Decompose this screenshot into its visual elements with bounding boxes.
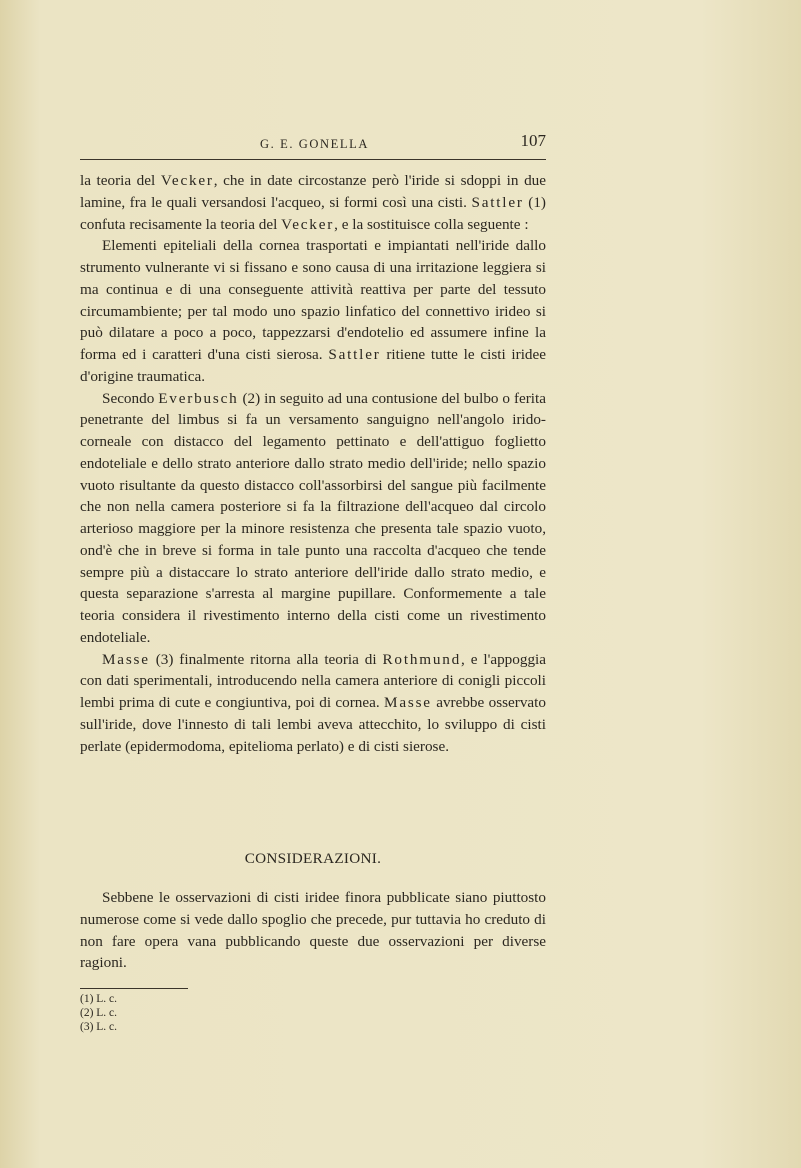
body-paragraph — [80, 235, 546, 387]
author-name: Everbusch — [158, 389, 239, 407]
header-rule — [80, 159, 546, 160]
body-paragraph — [80, 170, 546, 235]
page-number: 107 — [520, 131, 546, 150]
body-paragraph — [80, 649, 546, 758]
body-paragraph — [80, 388, 546, 649]
footnote: (1) L. c. — [80, 993, 118, 1005]
footnotes — [80, 992, 280, 1034]
footnote: (2) L. c. — [80, 1007, 118, 1019]
author-name: Sattler — [328, 346, 381, 363]
section-text — [80, 887, 546, 974]
running-header — [80, 131, 546, 155]
text-run: , e la sostituisce colla seguente : — [334, 215, 529, 233]
text-run: ritiene tutte le cisti iridee d'origine traumatica. — [80, 346, 546, 385]
text-run: (1) confuta recisamente la teoria del — [80, 193, 546, 233]
header-author: G. E. GONELLA — [260, 137, 369, 151]
footnote: (3) L. c. — [80, 1021, 118, 1033]
text-run: Secondo — [102, 389, 159, 407]
text-run: , che in date circostanze però l'iride si sdoppi in due lamine, fra le quali versandosi l'acqueo, si formi così una cisti. — [80, 172, 546, 211]
text-run: (2) in seguito ad una contusione del bulbo o ferita penetrante del limbus si fa un versamento sanguigno nell'angolo irido-corneale con distacco del legamento pettinato e dell'attiguo foglietto endoteliale e dello strato anteriore dallo strato medio dell'iride; nello spazio vuoto risultante da questo distacco coll'assorbirsi del sangue più facilmente che non nella camera posteriore si fa la filtrazione dell'acqueo dal circolo arterioso maggiore per la minore resistenza che presenta tale spazio vuoto, ond'è che in breve si forma in tale punto una raccolta d'acqueo che tende sempre più a distaccare lo strato anteriore dell'iride dallo strato medio, e questa separazione s'arresta al margine pupillare. Conformemente a tale teoria considera il rivestimento interno della cisti come un rivestimento endoteliale. — [80, 389, 546, 646]
author-name: Masse — [384, 694, 432, 711]
text-run: avrebbe osservato sull'iride, dove l'innesto di tali lembi aveva attecchito, lo sviluppo di cisti perlate (epidermodoma, epitelioma perlato) e di cisti sierose. — [80, 694, 546, 755]
author-name: Masse — [102, 650, 150, 668]
section-paragraph: Sebbene le osservazioni di cisti iridee finora pubblicate siano piuttosto numerose come si vede dallo spoglio che precede, pur tuttavia ho creduto di non fare opera vana pubblicando queste due osservazioni per diverse ragioni. — [80, 889, 546, 972]
footnote-rule — [80, 988, 188, 989]
author-name: Vecker — [281, 215, 335, 233]
body-text — [80, 170, 546, 757]
text-run: (3) finalmente ritorna alla teoria di — [149, 650, 383, 668]
author-name: Sattler — [471, 193, 524, 211]
author-name: Vecker — [160, 172, 214, 189]
text-run: la teoria del — [80, 172, 161, 189]
section-heading: CONSIDERAZIONI. — [244, 850, 382, 867]
text-run: Elementi epiteliali della cornea trasportati e impiantati nell'iride dallo strumento vulnerante vi si fissano e sono causa di una irritazione leggiera si ma continua e di una conseguente attività reattiva per parte del tessuto circumambiente; per tal modo uno spazio linfatico del connettivo irideo si può dilatare a poco a poco, tappezzarsi d'endotelio ed assumere infine la forma ed i caratteri d'una cisti sierosa. — [80, 237, 546, 363]
author-name: Rothmund — [382, 650, 462, 668]
text-run: , e l'appoggia con dati sperimentali, introducendo nella camera anteriore di conigli piccoli lembi prima di cute e congiuntiva, poi di cornea. — [80, 650, 546, 711]
